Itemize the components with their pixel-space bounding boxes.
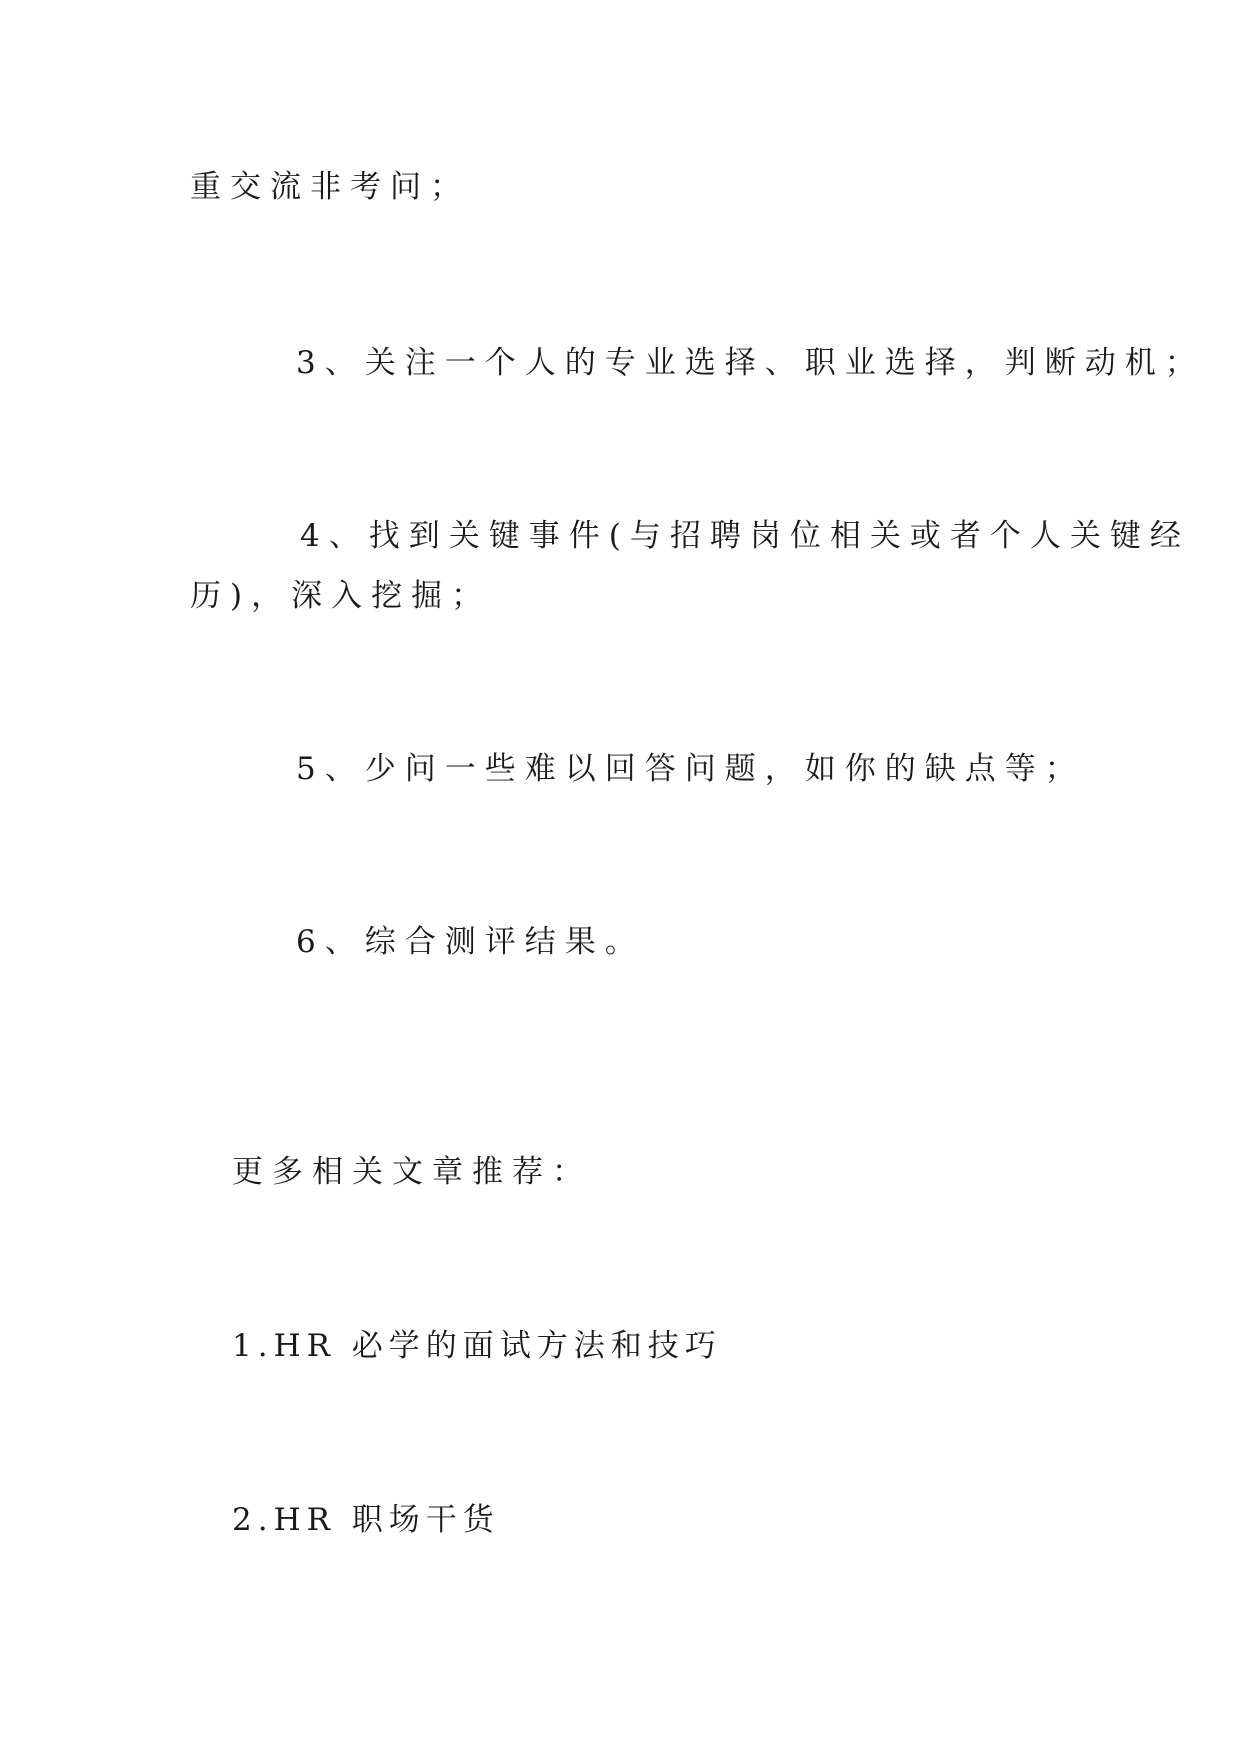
recommendation-link-1[interactable]: 1.HR 必学的面试方法和技巧 <box>232 1328 722 1364</box>
list-item-5: 5、少问一些难以回答问题，如你的缺点等； <box>296 751 1085 787</box>
paragraph-continuation: 重交流非考问； <box>190 169 470 205</box>
recommendations-heading: 更多相关文章推荐： <box>232 1154 592 1190</box>
list-item-3: 3、关注一个人的专业选择、职业选择，判断动机； <box>296 345 1205 381</box>
recommendation-link-2[interactable]: 2.HR 职场干货 <box>232 1502 500 1538</box>
list-item-6: 6、综合测评结果。 <box>296 924 645 960</box>
list-item-4-line-1: 4、找到关键事件(与招聘岗位相关或者个人关键经 <box>300 518 1190 554</box>
list-item-4-line-2: 历)，深入挖掘； <box>190 578 492 614</box>
